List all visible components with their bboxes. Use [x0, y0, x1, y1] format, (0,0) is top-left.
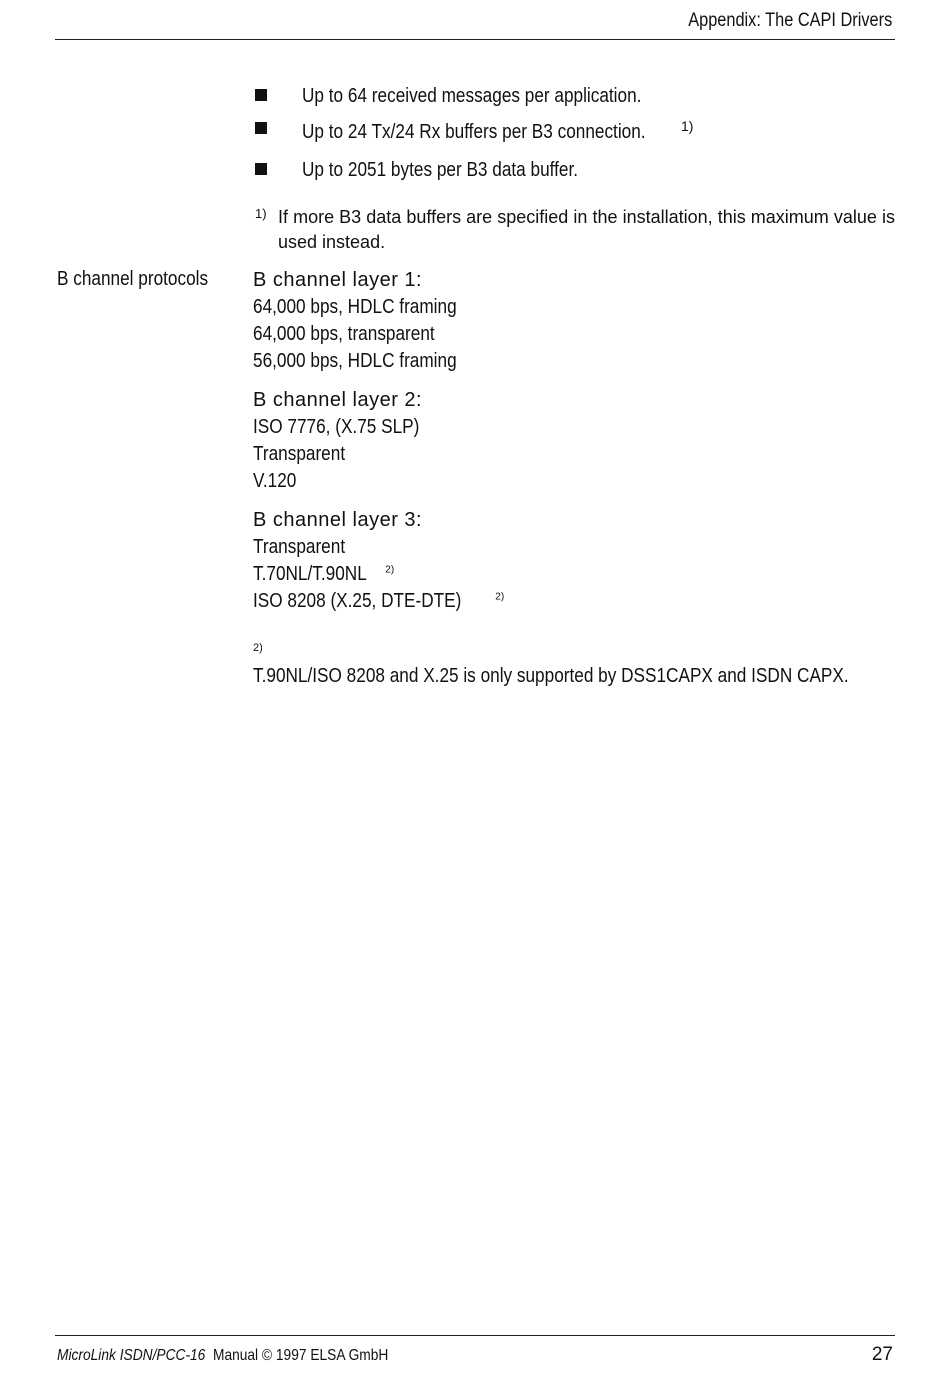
footnote-mark: 1)	[255, 206, 267, 221]
footnote-ref: 2)	[495, 591, 505, 603]
layer-1-block	[253, 267, 490, 375]
protocol-line: 56,000 bps, HDLC framing	[253, 350, 457, 372]
footnote-mark: 2)	[253, 642, 263, 655]
footnote-ref: 1)	[681, 118, 694, 134]
footnote-1	[255, 205, 895, 255]
bullet-text: Up to 2051 bytes per B3 data buffer.	[302, 159, 579, 181]
running-header	[655, 10, 892, 32]
header-rule	[55, 39, 895, 40]
footer-credit	[57, 1347, 442, 1365]
page-number: 27	[871, 1344, 893, 1365]
square-bullet-icon	[255, 163, 267, 175]
protocol-line: 64,000 bps, transparent	[253, 323, 435, 345]
protocol-line: Transparent	[253, 443, 346, 465]
square-bullet-icon	[255, 89, 267, 101]
side-label: B channel protocols	[57, 268, 209, 290]
protocol-line: 64,000 bps, HDLC framing	[253, 296, 457, 318]
bullet-text: Up to 24 Tx/24 Rx buffers per B3 connection.	[302, 121, 646, 143]
layer-heading: B channel layer 3:	[253, 509, 423, 531]
footnote-text: If more B3 data buffers are specified in the installation, this maximum value is used instead.	[278, 207, 895, 252]
footer-rule	[55, 1335, 895, 1336]
footnote-ref: 2)	[385, 564, 395, 576]
layer-3-block	[253, 507, 504, 615]
protocol-line: T.70NL/T.90NL	[253, 563, 367, 585]
layer-heading: B channel layer 1:	[253, 269, 423, 291]
layer-2-block	[253, 387, 446, 495]
footnote-text: T.90NL/ISO 8208 and X.25 is only supported by DSS1CAPX and ISDN CAPX.	[253, 665, 849, 687]
bullet-text: Up to 64 received messages per application.	[302, 85, 642, 107]
footnote-2	[253, 642, 950, 688]
square-bullet-icon	[255, 122, 267, 134]
layer-heading: B channel layer 2:	[253, 389, 423, 411]
protocol-line: Transparent	[253, 536, 346, 558]
protocol-line: ISO 8208 (X.25, DTE-DTE)	[253, 590, 462, 612]
product-name: MicroLink ISDN/PCC-16	[57, 1347, 206, 1364]
protocol-line: V.120	[253, 470, 297, 492]
header-title: Appendix: The CAPI Drivers	[687, 10, 892, 31]
protocol-line: ISO 7776, (X.75 SLP)	[253, 416, 420, 438]
footer-copyright: Manual © 1997 ELSA GmbH	[212, 1347, 389, 1364]
